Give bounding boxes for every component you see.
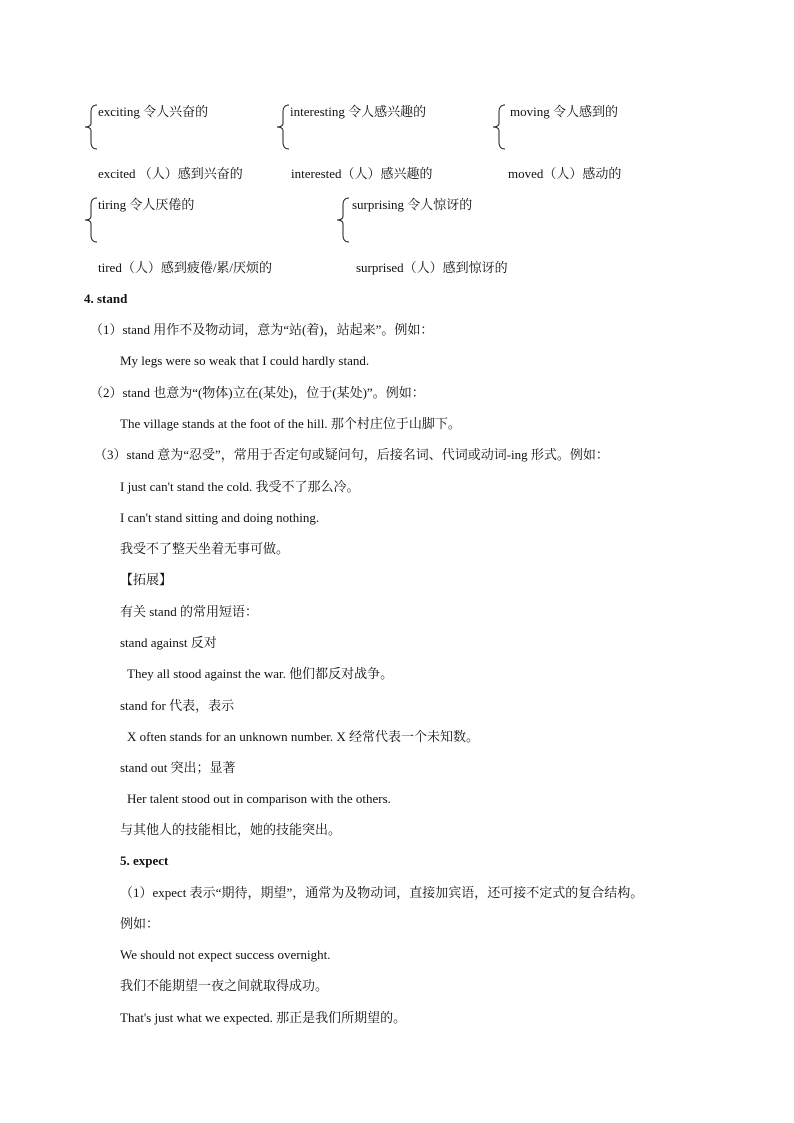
brace-icon: [492, 104, 506, 150]
example-sentence: They all stood against the war. 他们都反对战争。: [127, 666, 394, 681]
expansion-heading: 【拓展】: [120, 572, 173, 587]
word-pair-bottom: surprised（人）感到惊讶的: [356, 260, 508, 275]
word-pair-bottom: excited （人）感到兴奋的: [98, 166, 243, 181]
paragraph: 例如：: [120, 916, 160, 931]
example-sentence: The village stands at the foot of the hill. 那个村庄位于山脚下。: [120, 416, 461, 431]
example-sentence: We should not expect success overnight.: [120, 947, 331, 962]
example-sentence: I just can't stand the cold. 我受不了那么冷。: [120, 479, 360, 494]
word-pair-top: surprising 令人惊讶的: [352, 197, 473, 212]
example-translation: 我受不了整天坐着无事可做。: [120, 541, 290, 556]
paragraph: 有关 stand 的常用短语：: [120, 604, 258, 619]
word-pair-bottom: moved（人）感动的: [508, 166, 622, 181]
example-translation: 与其他人的技能相比，她的技能突出。: [120, 822, 342, 837]
example-sentence: X often stands for an unknown number. X 经常代表一个未知数。: [127, 729, 480, 744]
phrase: stand out 突出；显著: [120, 760, 236, 775]
phrase: stand against 反对: [120, 635, 217, 650]
section-heading: 5. expect: [120, 853, 169, 868]
paragraph: （3）stand 意为“忍受”，常用于否定句或疑问句，后接名词、代词或动词-ing 形式。例如：: [94, 447, 609, 462]
phrase: stand for 代表，表示: [120, 698, 235, 713]
word-pair-top: tiring 令人厌倦的: [98, 197, 195, 212]
brace-icon: [276, 104, 290, 150]
word-pair-top: interesting 令人感兴趣的: [290, 104, 427, 119]
brace-icon: [84, 197, 98, 243]
example-sentence: I can't stand sitting and doing nothing.: [120, 510, 320, 525]
word-pair-top: exciting 令人兴奋的: [98, 104, 209, 119]
example-sentence: My legs were so weak that I could hardly stand.: [120, 353, 370, 368]
paragraph: （1）stand 用作不及物动词，意为“站(着)，站起来”。例如：: [90, 322, 434, 337]
paragraph: （1）expect 表示“期待，期望”，通常为及物动词，直接加宾语，还可接不定式的复合结构。: [120, 885, 644, 900]
paragraph: （2）stand 也意为“(物体)立在(某处)，位于(某处)”。例如：: [90, 385, 425, 400]
example-sentence: Her talent stood out in comparison with the others.: [127, 791, 391, 806]
word-pair-top: moving 令人感到的: [510, 104, 618, 119]
example-translation: 我们不能期望一夜之间就取得成功。: [120, 978, 329, 993]
example-sentence: That's just what we expected. 那正是我们所期望的。: [120, 1010, 407, 1025]
word-pair-bottom: tired（人）感到疲倦/累/厌烦的: [98, 260, 273, 275]
word-pair-bottom: interested（人）感兴趣的: [291, 166, 433, 181]
brace-icon: [84, 104, 98, 150]
section-heading: 4. stand: [84, 291, 128, 306]
brace-icon: [336, 197, 350, 243]
